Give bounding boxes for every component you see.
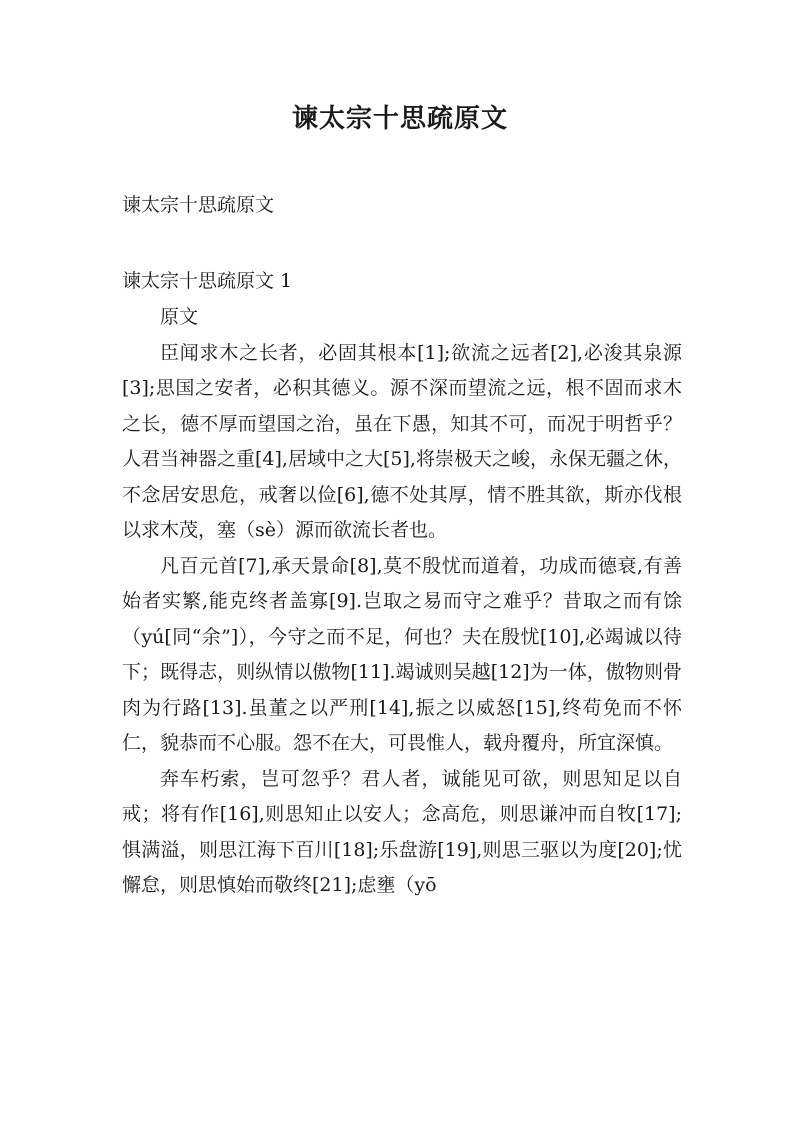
paragraph: 凡百元首[7],承天景命[8],莫不殷忧而道着，功成而德衰,有善始者实繁,能克终者盖寡[9].岂取之易而守之难乎？昔取之而有馀（yú[同“余”]），今守之而不足，何也？夫在殷忧[10],必竭诚以待下；既得志，则纵情以傲物[11].竭诚则吴越[12]为一体，傲物则骨肉为行路[13].虽董之以严刑[14],振之以威怒[15],终苟免而不怀仁，貌恭而不心服。怨不在大，可畏惟人，载舟覆舟，所宜深慎。 xyxy=(122,554,682,754)
original-text-label: 原文 xyxy=(160,306,199,328)
paragraph: 奔车朽索，岂可忽乎？君人者，诚能见可欲，则思知足以自戒；将有作[16],则思知止以安人；念高危，则思谦冲而自牧[17];惧满溢，则思江海下百川[18];乐盘游[19],则思三驱以为度[20];忧懈怠，则思慎始而敬终[21];虑壅（yō xyxy=(122,767,682,896)
document-title: 谏太宗十思疏原文 xyxy=(291,104,508,134)
section-heading: 谏太宗十思疏原文 1 xyxy=(122,270,293,292)
document-subtitle: 谏太宗十思疏原文 xyxy=(122,194,275,216)
body-text xyxy=(122,300,682,904)
paragraph: 臣闻求木之长者，必固其根本[1];欲流之远者[2],必浚其泉源[3];思国之安者，必积其德义。源不深而望流之远，根不固而求木之长，德不厚而望国之治，虽在下愚，知其不可，而况于明哲乎？人君当神器之重[4],居域中之大[5],将崇极天之峻，永保无疆之休，不念居安思危，戒奢以俭[6],德不处其厚，情不胜其欲，斯亦伐根以求木茂，塞（sè）源而欲流长者也。 xyxy=(122,341,682,541)
